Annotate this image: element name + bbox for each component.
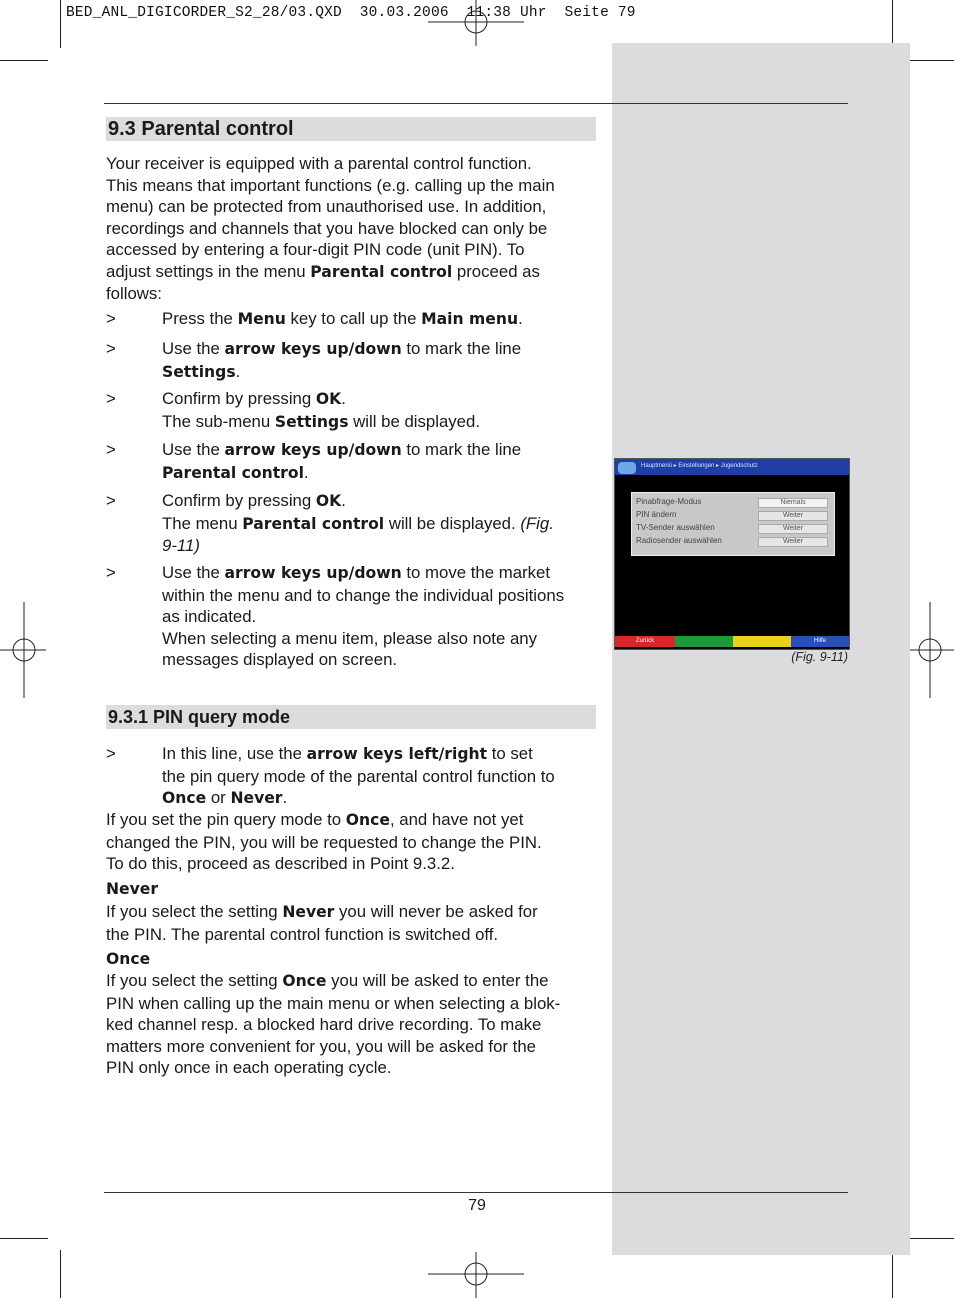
- step-marker: >: [106, 389, 116, 408]
- step-marker: >: [106, 491, 116, 510]
- tv-breadcrumb: Hauptmenü ▸ Einstellungen ▸ Jugendschutz: [641, 463, 758, 469]
- tv-menu-row: Radiosender auswählen Weiter: [636, 536, 830, 548]
- green-key: [675, 636, 733, 647]
- tv-menu-row: Pinabfrage-Modus Niemals: [636, 497, 830, 509]
- crop-mark: [906, 1238, 954, 1239]
- crop-mark: [906, 60, 954, 61]
- crop-mark: [60, 1250, 61, 1298]
- text-line: recordings and channels that you have blocked can only be: [106, 218, 548, 238]
- step-item: > Use the arrow keys up/down to mark the line Parental control.: [106, 440, 522, 482]
- registration-mark-icon: [908, 602, 954, 698]
- crop-mark: [0, 1238, 48, 1239]
- never-heading: Never: [106, 880, 159, 898]
- registration-mark-icon: [428, 1252, 524, 1298]
- crop-mark: [892, 0, 893, 48]
- tv-color-keys: [615, 636, 849, 647]
- print-slug: BED_ANL_DIGICORDER_S2_28/03.QXD 30.03.2006 11:38 Uhr Seite 79: [66, 5, 636, 21]
- section-heading: 9.3 Parental control: [106, 117, 596, 141]
- tv-menu-row: TV-Sender auswählen Weiter: [636, 523, 830, 535]
- red-key: Zurück: [615, 636, 675, 647]
- step-item: > Use the arrow keys up/down to move the market within the menu and to change the individual positions as indicated. When selecting a menu item, please also note any messages displayed on screen.: [106, 563, 565, 669]
- text-line: follows:: [106, 284, 162, 303]
- step-marker: >: [106, 563, 116, 582]
- blue-key: Hilfe: [791, 636, 849, 647]
- receiver-logo-icon: [618, 462, 636, 474]
- step-item: > Confirm by pressing OK. The sub-menu Settings will be displayed.: [106, 389, 481, 431]
- subsection-heading: 9.3.1 PIN query mode: [106, 705, 596, 729]
- page-number: 79: [468, 1197, 486, 1214]
- tv-menu-panel: [631, 492, 835, 556]
- figure-caption: (Fig. 9-11): [791, 650, 848, 664]
- text-line: accessed by entering a four-digit PIN code (unit PIN). To: [106, 240, 525, 259]
- crop-mark: [60, 0, 61, 48]
- footer-rule: [104, 1192, 848, 1193]
- once-paragraph: If you select the setting Once you will be asked to enter the PIN when calling up the main menu or when selecting a blok- ked channel resp. a blocked hard drive recording. To make matters more convenient for you, you will be asked for the PIN only once in each operating cycle.: [106, 971, 561, 1077]
- intro-paragraph: [106, 153, 598, 305]
- tv-title-bar: [615, 459, 849, 475]
- header-rule: [104, 103, 848, 104]
- crop-mark: [892, 1250, 893, 1298]
- never-paragraph: If you select the setting Never you will never be asked for the PIN. The parental control function is switched off.: [106, 902, 538, 944]
- tv-menu-row: PIN ändern Weiter: [636, 510, 830, 522]
- text-line: Your receiver is equipped with a parental control function.: [106, 154, 532, 173]
- yellow-key: [733, 636, 791, 647]
- step-item: > Confirm by pressing OK. The menu Parental control will be displayed. (Fig. 9-11): [106, 491, 554, 555]
- step-marker: >: [106, 440, 116, 459]
- step-marker: >: [106, 339, 116, 358]
- text-line: adjust settings in the menu Parental control proceed as: [106, 261, 540, 281]
- once-heading: Once: [106, 950, 151, 968]
- text-line: This means that important functions (e.g. calling up the main: [106, 175, 555, 195]
- step-marker: >: [106, 744, 116, 763]
- tv-screen-figure: [614, 458, 850, 650]
- crop-mark: [0, 60, 48, 61]
- pin-once-paragraph: If you set the pin query mode to Once, and have not yet changed the PIN, you will be requested to change the PIN. To do this, proceed as described in Point 9.3.2.: [106, 810, 542, 873]
- step-item: > In this line, use the arrow keys left/right to set the pin query mode of the parental control function to Once or Never.: [106, 744, 555, 807]
- step-marker: >: [106, 309, 116, 328]
- registration-mark-icon: [428, 0, 524, 46]
- step-item: > Press the Menu key to call up the Main menu.: [106, 309, 523, 328]
- registration-mark-icon: [0, 602, 46, 698]
- step-item: > Use the arrow keys up/down to mark the line Settings.: [106, 339, 522, 381]
- text-line: menu) can be protected from unauthorised use. In addition,: [106, 197, 547, 216]
